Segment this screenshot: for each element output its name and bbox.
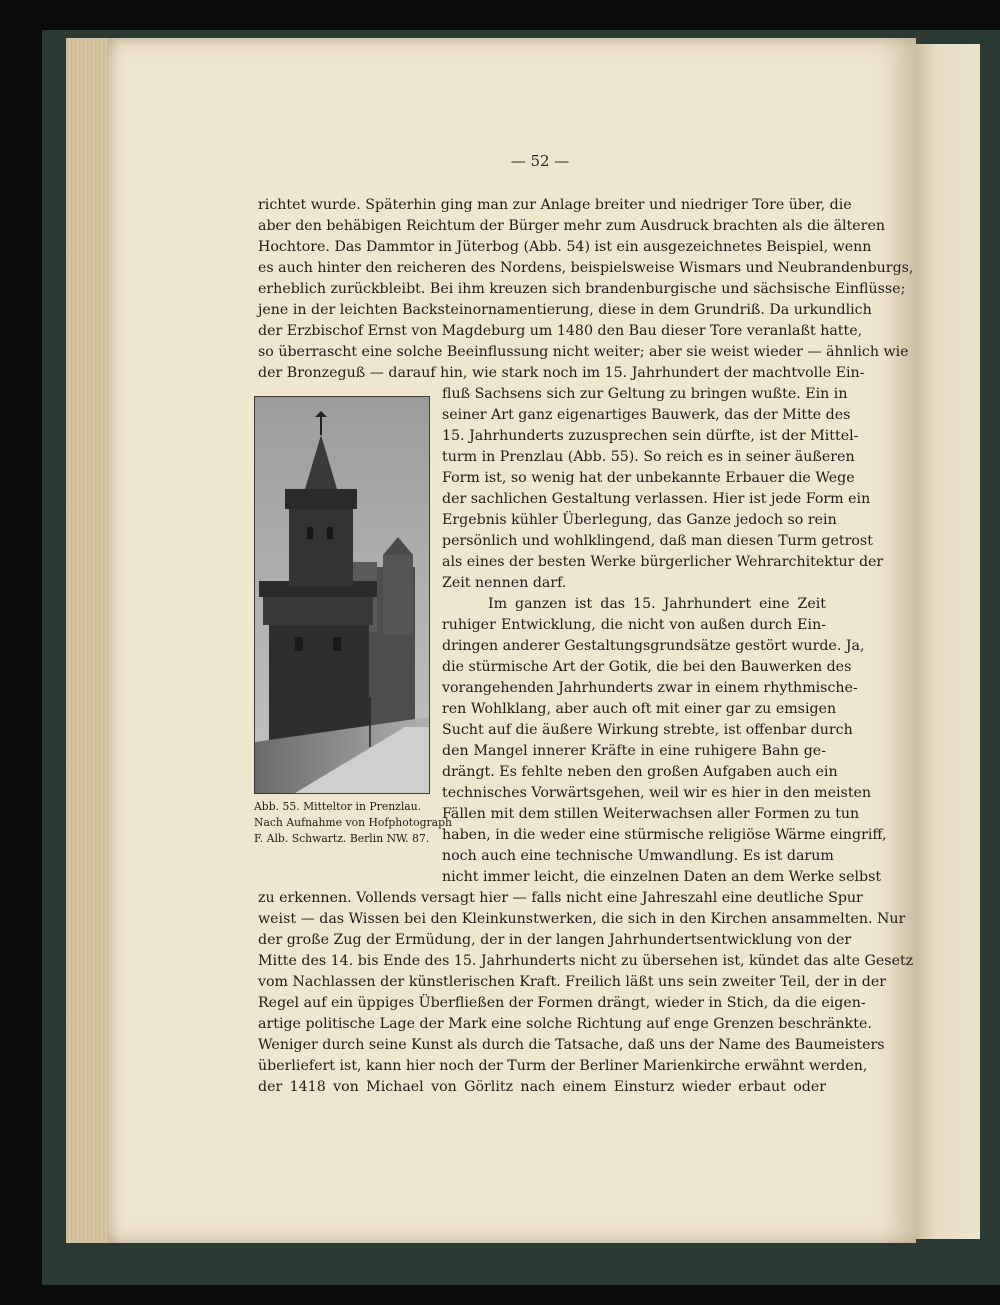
figure-caption-credit: F. Alb. Schwartz. Berlin NW. 87. [254,832,430,845]
text-line: haben, in die weder eine stürmische religiöse Wärme eingriff, [442,827,887,843]
text-line: vorangehenden Jahrhunderts zwar in einem rhythmische- [442,680,858,696]
text-line: 15. Jahrhunderts zuzusprechen sein dürfte, ist der Mittel- [442,428,859,444]
text-line: drängt. Es fehlte neben den großen Aufgaben auch ein [442,764,838,780]
text-line: Ergebnis kühler Überlegung, das Ganze jedoch so rein [442,512,837,528]
text-line: fluß Sachsens sich zur Geltung zu bringen wußte. Ein in [442,386,848,402]
text-line: ruhiger Entwicklung, die nicht von außen durch Ein- [442,617,826,633]
text-line: Zeit nennen darf. [442,575,567,591]
tower-photo [254,396,430,794]
text-line: vom Nachlassen der künstlerischen Kraft. Freilich läßt uns sein zweiter Teil, der in der [258,974,887,990]
text-line: die stürmische Art der Gotik, die bei den Bauwerken des [442,659,852,675]
text-line: persönlich und wohlklingend, daß man diesen Turm getrost [442,533,873,549]
text-line: Form ist, so wenig hat der unbekannte Erbauer die Wege [442,470,855,486]
text-line: ren Wohlklang, aber auch oft mit einer gar zu emsigen [442,701,837,717]
text-line: Hochtore. Das Dammtor in Jüterbog (Abb. 54) ist ein ausgezeichnetes Beispiel, wenn [258,239,872,255]
text-line: turm in Prenzlau (Abb. 55). So reich es in seiner äußeren [442,449,855,465]
text-line: Regel auf ein üppiges Überfließen der Formen drängt, wieder in Stich, da die eigen- [258,995,866,1011]
text-line: noch auch eine technische Umwandlung. Es ist darum [442,848,834,864]
figure-caption: Abb. 55. Mitteltor in Prenzlau. [254,800,422,813]
text-line: zu erkennen. Vollends versagt hier — falls nicht eine Jahreszahl eine deutliche Spur [258,890,863,906]
text-line: weist — das Wissen bei den Kleinkunstwerken, die sich in den Kirchen ansammelten. Nur [258,911,906,927]
text-line: jene in der leichten Backsteinornamentierung, diese in dem Grundriß. Da urkundlich [258,302,872,318]
text-line: der große Zug der Ermüdung, der in der langen Jahrhundertsentwicklung von der [258,932,852,948]
text-line: den Mangel innerer Kräfte in eine ruhigere Bahn ge- [442,743,826,759]
text-line: so überrascht eine solche Beeinflussung nicht weiter; aber sie weist wieder — ähnlich wie [258,344,909,360]
text-line: artige politische Lage der Mark eine solche Richtung auf enge Grenzen beschränkte. [258,1016,872,1032]
text-line: es auch hinter den reicheren des Nordens, beispielsweise Wismars und Neubrandenburgs, [258,260,914,276]
text-line: der 1418 von Michael von Görlitz nach einem Einsturz wieder erbaut oder [258,1079,826,1095]
text-line: der sachlichen Gestaltung verlassen. Hier ist jede Form ein [442,491,871,507]
facing-page [916,44,980,1239]
text-line: seiner Art ganz eigenartiges Bauwerk, das der Mitte des [442,407,851,423]
text-line: Im ganzen ist das 15. Jahrhundert eine Zeit [488,596,826,612]
text-line: der Bronzeguß — darauf hin, wie stark noch im 15. Jahrhundert der machtvolle Ein- [258,365,865,381]
text-line: erheblich zurückbleibt. Bei ihm kreuzen sich brandenburgische und sächsische Einflüsse; [258,281,906,297]
page-number: — 52 — [510,152,570,170]
text-line: der Erzbischof Ernst von Magdeburg um 1480 den Bau dieser Tore veranlaßt hatte, [258,323,863,339]
figure-caption-credit: Nach Aufnahme von Hofphotograph [254,816,452,829]
text-line: Mitte des 14. bis Ende des 15. Jahrhunderts nicht zu übersehen ist, kündet das alte Gesetz [258,953,914,969]
text-line: nicht immer leicht, die einzelnen Daten an dem Werke selbst [442,869,882,885]
text-line: aber den behäbigen Reichtum der Bürger mehr zum Ausdruck brachten als die älteren [258,218,886,234]
text-line: technisches Vorwärtsgehen, weil wir es hier in den meisten [442,785,872,801]
text-line: richtet wurde. Späterhin ging man zur Anlage breiter und niedriger Tore über, die [258,197,852,213]
text-line: als eines der besten Werke bürgerlicher Wehrarchitektur der [442,554,884,570]
text-line: überliefert ist, kann hier noch der Turm der Berliner Marienkirche erwähnt werden, [258,1058,868,1074]
text-line: Fällen mit dem stillen Weiterwachsen aller Formen zu tun [442,806,860,822]
text-line: Weniger durch seine Kunst als durch die Tatsache, daß uns der Name des Baumeisters [258,1037,885,1053]
text-line: Sucht auf die äußere Wirkung strebte, ist offenbar durch [442,722,853,738]
text-line: dringen anderer Gestaltungsgrundsätze gestört wurde. Ja, [442,638,865,654]
